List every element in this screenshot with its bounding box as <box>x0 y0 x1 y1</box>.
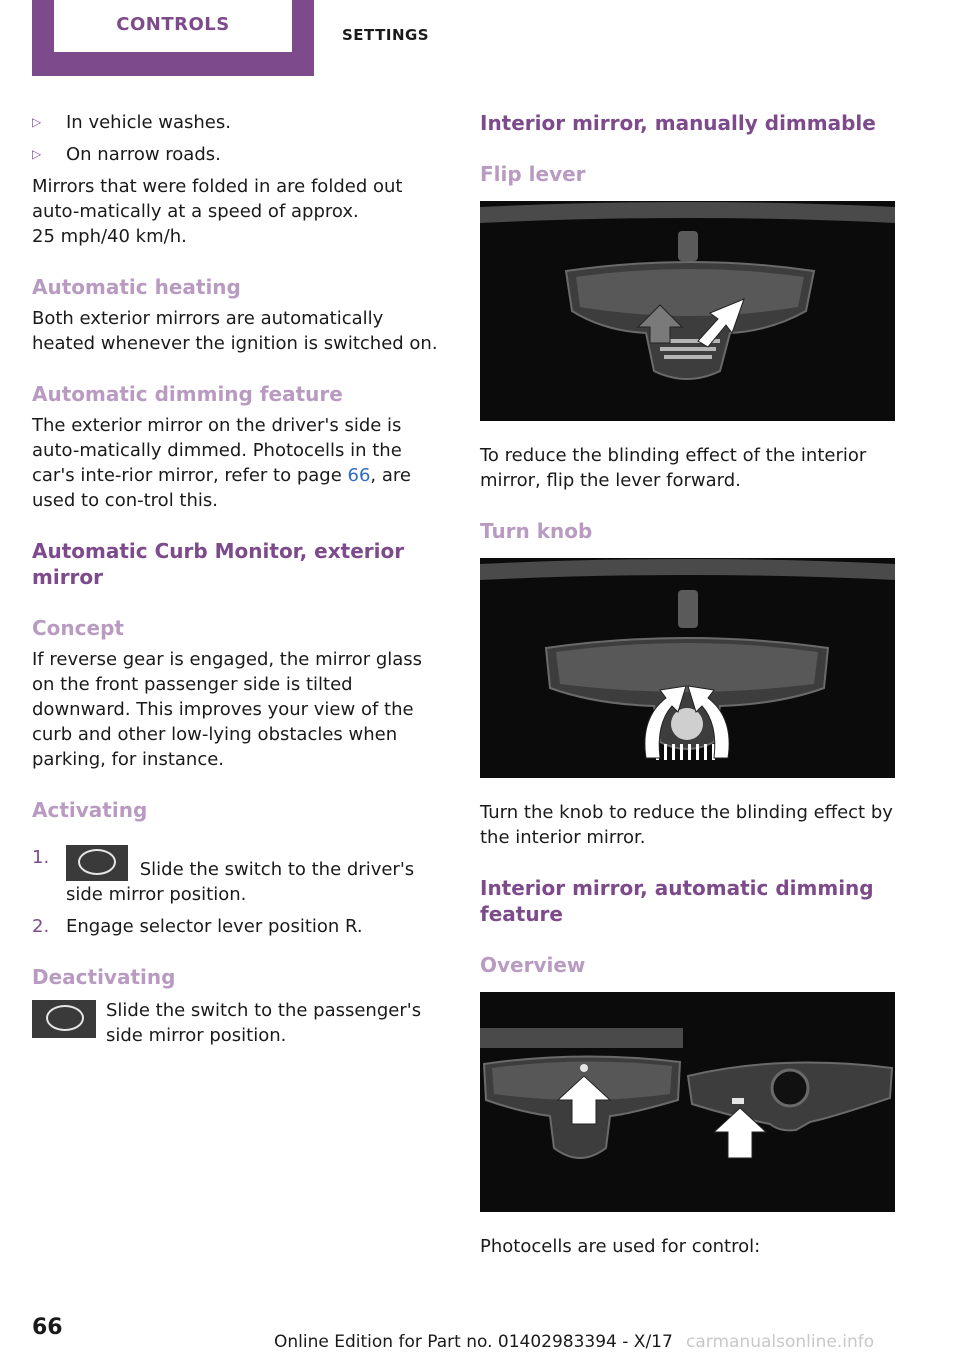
deactivating-row <box>32 998 448 1048</box>
dimming-text-b: , are used to con-trol this. <box>32 465 411 511</box>
flip-lever-mirror-image <box>480 201 895 421</box>
chapter-title: CONTROLS <box>116 14 230 35</box>
bullet-text: On narrow roads. <box>66 144 221 165</box>
step-text: Slide the switch to the driver's side mirror position. <box>66 859 415 905</box>
step-item <box>32 845 448 907</box>
step-number: 2. <box>32 916 50 937</box>
photocells-text: Photocells are used for control: <box>480 1236 761 1257</box>
flip-lever-text: To reduce the blinding effect of the interior mirror, flip the lever forward. <box>480 445 867 491</box>
heating-heading: Automatic heating <box>32 275 241 299</box>
concept-text: If reverse gear is engaged, the mirror glass on the front passenger side is tilted downward. This improves your view of the curb and other low-lying obstacles when parking, for instance. <box>32 649 423 770</box>
bullet-text: In vehicle washes. <box>66 112 231 133</box>
left-column <box>32 110 448 1048</box>
mirror-switch-icon <box>66 845 128 881</box>
bullet-item <box>32 142 448 167</box>
edition-text: Online Edition for Part no. 01402983394 - X/17 <box>274 1332 673 1352</box>
page-link[interactable]: 66 <box>347 465 371 486</box>
right-column <box>480 110 896 1259</box>
turn-knob-text: Turn the knob to reduce the blinding effect by the interior mirror. <box>480 802 893 848</box>
chapter-tab-label-box <box>54 0 292 52</box>
concept-heading: Concept <box>32 616 124 640</box>
step-text: Engage selector lever position R. <box>66 916 363 937</box>
heating-text: Both exterior mirrors are automatically heated whenever the ignition is switched on. <box>32 308 438 354</box>
page-number: 66 <box>32 1315 63 1340</box>
dimming-paragraph <box>32 413 448 513</box>
turn-knob-mirror-image <box>480 558 895 778</box>
curb-monitor-heading: Automatic Curb Monitor, exterior mirror <box>32 539 405 589</box>
dimming-heading: Automatic dimming feature <box>32 382 343 406</box>
flip-lever-heading: Flip lever <box>480 162 586 186</box>
deactivating-text: Slide the switch to the passenger's side mirror position. <box>106 1000 422 1046</box>
section-title: SETTINGS <box>342 26 430 44</box>
turn-knob-heading: Turn knob <box>480 519 593 543</box>
triangle-right-icon: ▷ <box>32 115 42 129</box>
manual-mirror-heading: Interior mirror, manually dimmable <box>480 111 876 135</box>
mirror-switch-icon <box>32 1000 96 1038</box>
chapter-tab <box>32 0 314 76</box>
fold-text: Mirrors that were folded in are folded out auto-matically at a speed of approx. <box>32 176 403 222</box>
step-item <box>32 914 448 939</box>
step-content <box>66 845 448 907</box>
auto-dimming-heading: Interior mirror, automatic dimming feature <box>480 876 874 926</box>
watermark: carmanualsonline.info <box>686 1332 875 1352</box>
step-number: 1. <box>32 847 50 868</box>
fold-paragraph <box>32 174 448 249</box>
bullet-item <box>32 110 448 135</box>
dimming-text-a: The exterior mirror on the driver's side is auto-matically dimmed. Photocells in the car's inte-rior mirror, refer to page <box>32 415 402 486</box>
overview-heading: Overview <box>480 953 586 977</box>
triangle-right-icon: ▷ <box>32 147 42 161</box>
deactivating-heading: Deactivating <box>32 965 176 989</box>
activating-heading: Activating <box>32 798 148 822</box>
photocell-overview-image <box>480 992 895 1212</box>
fold-speed: 25 mph/40 km/h. <box>32 226 187 247</box>
